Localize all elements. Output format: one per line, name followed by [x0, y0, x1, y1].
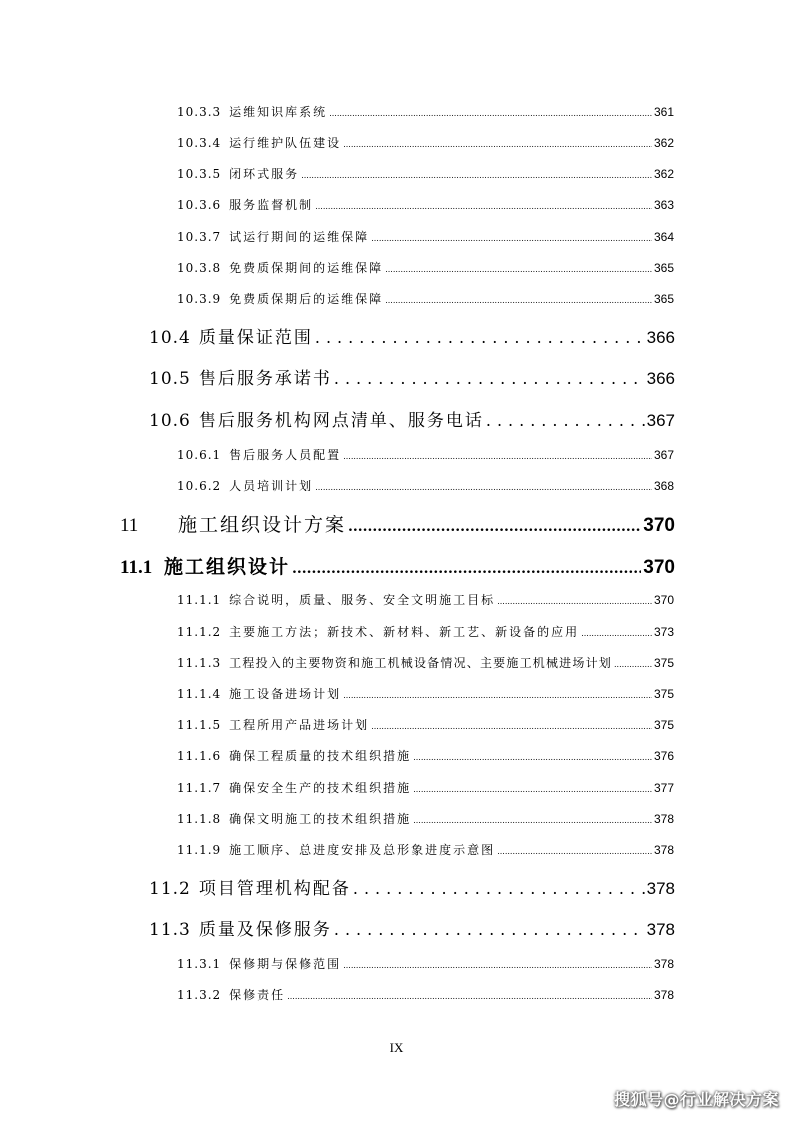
entry-page: 377 — [653, 781, 674, 795]
dot-leader — [343, 961, 652, 970]
dot-leader — [497, 597, 652, 606]
dot-leader — [292, 561, 641, 577]
entry-number: 10.3.5 — [177, 167, 222, 181]
entry-number: 10.5 — [149, 369, 191, 389]
entry-page: 373 — [653, 625, 674, 639]
entry-title: 免费质保期后的运维保障 — [229, 292, 384, 306]
entry-title: 售后服务机构网点清单、服务电话 — [198, 411, 484, 431]
toc-entry — [177, 103, 674, 121]
toc-entry — [177, 779, 674, 797]
entry-page: 378 — [646, 920, 675, 939]
entry-title: 确保文明施工的技术组织措施 — [229, 812, 412, 826]
entry-title: 运行维护队伍建设 — [229, 136, 342, 150]
entry-page: 361 — [653, 105, 674, 119]
entry-page: 366 — [646, 369, 675, 388]
toc-entry — [177, 165, 674, 183]
toc-entry — [149, 915, 675, 941]
toc-entry — [177, 196, 674, 214]
entry-title: 工程投入的主要物资和施工机械设备情况、主要施工机械进场计划 — [229, 656, 612, 670]
chapter-title: 施工组织设计方案 — [178, 514, 347, 536]
entry-number: 11.1.9 — [177, 843, 222, 857]
toc-entry — [149, 323, 675, 349]
entry-page: 368 — [653, 479, 674, 493]
entry-title: 工程所用产品进场计划 — [229, 718, 370, 732]
entry-title: 运维知识库系统 — [229, 105, 328, 119]
entry-page: 367 — [646, 411, 675, 430]
dot-leader — [385, 296, 652, 305]
dot-leader — [581, 629, 652, 638]
entry-number: 11.2 — [149, 879, 191, 899]
entry-number: 10.3.8 — [177, 261, 222, 275]
toc-entry — [177, 259, 674, 277]
toc-entry — [177, 290, 674, 308]
dot-leader — [413, 816, 652, 825]
dot-leader — [413, 785, 652, 794]
entry-title: 确保安全生产的技术组织措施 — [229, 781, 412, 795]
entry-page: 375 — [653, 656, 674, 670]
watermark: 搜狐号@行业解决方案 — [613, 1090, 779, 1109]
entry-number: 11.1.8 — [177, 812, 222, 826]
toc-entry — [149, 874, 675, 900]
dot-leader — [343, 691, 652, 700]
entry-number: 10.3.9 — [177, 292, 222, 306]
entry-title: 施工设备进场计划 — [229, 687, 342, 701]
entry-number: 10.6 — [149, 411, 191, 431]
entry-number: 10.6.2 — [177, 479, 222, 493]
entry-title: 主要施工方法；新技术、新材料、新工艺、新设备的应用 — [229, 625, 580, 639]
entry-page: 365 — [653, 292, 674, 306]
dot-leader — [315, 328, 645, 347]
toc-entry — [177, 685, 674, 703]
entry-number: 11.1.7 — [177, 781, 222, 795]
entry-number: 10.3.6 — [177, 198, 222, 212]
chapter-number: 11 — [120, 515, 139, 536]
entry-number: 10.6.1 — [177, 448, 222, 462]
dot-leader — [486, 411, 645, 430]
entry-number: 10.3.7 — [177, 230, 222, 244]
entry-title: 售后服务承诺书 — [198, 369, 332, 389]
entry-title: 保修责任 — [229, 988, 286, 1002]
dot-leader — [315, 483, 652, 492]
entry-title: 项目管理机构配备 — [198, 879, 351, 899]
dot-leader — [385, 265, 652, 274]
entry-number: 11.3.2 — [177, 988, 222, 1002]
dot-leader — [614, 660, 652, 669]
dot-leader — [497, 847, 652, 856]
entry-page: 366 — [646, 328, 675, 347]
dot-leader — [371, 722, 652, 731]
toc-entry — [177, 955, 674, 973]
section-number: 11.1 — [120, 557, 153, 578]
entry-page: 378 — [653, 843, 674, 857]
dot-leader — [348, 519, 641, 535]
entry-title: 闭环式服务 — [229, 167, 300, 181]
dot-leader — [334, 920, 645, 939]
toc-entry — [177, 477, 674, 495]
page-number: IX — [389, 1040, 404, 1055]
chapter-page: 370 — [643, 515, 675, 536]
entry-title: 施工顺序、总进度安排及总形象进度示意图 — [229, 843, 496, 857]
entry-title: 质量保证范围 — [198, 328, 313, 348]
dot-leader — [413, 753, 652, 762]
toc-entry — [177, 841, 674, 859]
entry-title: 服务监督机制 — [229, 198, 314, 212]
section-page: 370 — [643, 557, 675, 578]
dot-leader — [343, 140, 652, 149]
entry-page: 378 — [653, 988, 674, 1002]
entry-page: 378 — [653, 957, 674, 971]
entry-title: 人员培训计划 — [229, 479, 314, 493]
entry-number: 11.1.4 — [177, 687, 222, 701]
entry-title: 综合说明，质量、服务、安全文明施工目标 — [229, 593, 496, 607]
entry-number: 11.1.6 — [177, 749, 222, 763]
entry-page: 362 — [653, 167, 674, 181]
entry-number: 11.3.1 — [177, 957, 222, 971]
dot-leader — [287, 992, 652, 1001]
toc-entry — [177, 810, 674, 828]
toc-entry — [149, 364, 675, 390]
entry-page: 375 — [653, 718, 674, 732]
dot-leader — [371, 234, 652, 243]
dot-leader — [329, 109, 652, 118]
entry-number: 11.1.1 — [177, 593, 222, 607]
toc-section — [120, 552, 675, 580]
entry-page: 378 — [646, 879, 675, 898]
entry-page: 362 — [653, 136, 674, 150]
entry-page: 376 — [653, 749, 674, 763]
toc-entry — [177, 986, 674, 1004]
entry-title: 免费质保期间的运维保障 — [229, 261, 384, 275]
dot-leader — [301, 171, 652, 180]
entry-number: 10.3.3 — [177, 105, 222, 119]
entry-number: 10.4 — [149, 328, 191, 348]
toc-entry — [177, 654, 674, 672]
toc-entry — [177, 623, 674, 641]
entry-page: 378 — [653, 812, 674, 826]
entry-number: 11.1.3 — [177, 656, 222, 670]
toc-entry — [149, 406, 675, 432]
entry-title: 试运行期间的运维保障 — [229, 230, 370, 244]
toc-entry — [177, 716, 674, 734]
section-title: 施工组织设计 — [164, 556, 291, 578]
entry-page: 365 — [653, 261, 674, 275]
entry-title: 保修期与保修范围 — [229, 957, 342, 971]
toc-entry — [177, 747, 674, 765]
dot-leader — [334, 369, 645, 388]
entry-page: 364 — [653, 230, 674, 244]
toc-entry — [177, 228, 674, 246]
entry-number: 11.1.5 — [177, 718, 222, 732]
entry-number: 11.1.2 — [177, 625, 222, 639]
entry-page: 367 — [653, 448, 674, 462]
toc-chapter — [120, 510, 675, 538]
toc-entry — [177, 446, 674, 464]
entry-page: 363 — [653, 198, 674, 212]
toc-entry — [177, 591, 674, 609]
dot-leader — [315, 202, 652, 211]
entry-page: 375 — [653, 687, 674, 701]
dot-leader — [343, 452, 652, 461]
toc-entry — [177, 134, 674, 152]
entry-title: 确保工程质量的技术组织措施 — [229, 749, 412, 763]
entry-number: 11.3 — [149, 920, 191, 940]
entry-number: 10.3.4 — [177, 136, 222, 150]
entry-page: 370 — [653, 593, 674, 607]
dot-leader — [353, 879, 645, 898]
entry-title: 质量及保修服务 — [198, 920, 332, 940]
entry-title: 售后服务人员配置 — [229, 448, 342, 462]
